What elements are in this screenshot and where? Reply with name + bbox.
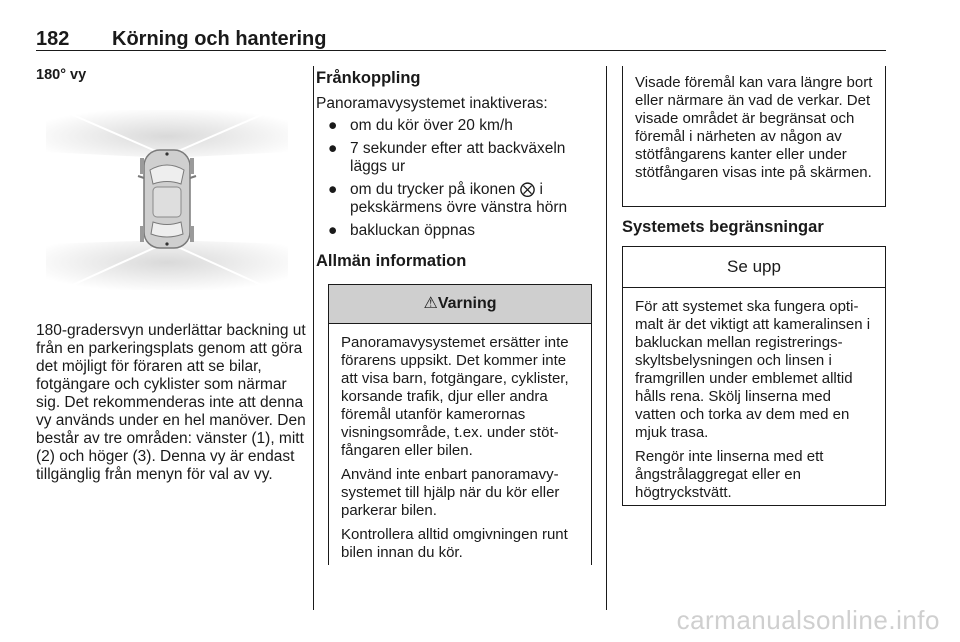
list-item: ● 7 sekunder efter att backväxeln läggs ur [328, 140, 566, 175]
watermark: carmanualsonline.info [676, 605, 940, 635]
caution-paragraph-1: För att systemet ska fungera optimalt är det viktigt att kameralinsen i bakluckan mellan registreringsskyltsbelysningen och linsen i framgrillen under emblemet alltid hålls rena. Skölj linserna med vatten och torka av dem med en mjuk trasa. [635, 298, 871, 441]
bullet-icon: ● [328, 181, 338, 198]
caution-header: Se upp [623, 247, 885, 288]
warning-triangle-icon: ⚠ [423, 295, 438, 312]
list-item: ● bakluckan öppnas [328, 222, 475, 239]
car-top-view-icon [36, 94, 298, 304]
section-heading-limitations: Systemets begränsningar [622, 218, 824, 236]
page-header [36, 28, 886, 52]
column-divider-1 [313, 66, 314, 610]
warning-paragraph-2: Använd inte enbart panoramavysystemet till hjälp när du kör eller parkerar bilen. [341, 466, 560, 519]
bullet-icon: ● [328, 140, 338, 157]
warning-box [328, 284, 592, 565]
bullet-icon: ● [328, 222, 338, 239]
warning-title: Varning [437, 295, 497, 312]
section-heading-general-info: Allmän information [316, 252, 467, 270]
section-heading-180-view: 180° vy [36, 67, 87, 83]
disconnect-list [316, 117, 590, 240]
warning-paragraph-1: Panoramavysystemet ersätter inte förarens uppsikt. Det kommer inte att visa barn, fotgängare, cyklister, korsande trafik, djur eller andra föremål utanför kamerornas visningsområde, t.ex. under stötfångaren eller bilen. [341, 334, 569, 459]
chapter-title: Körning och hantering [112, 28, 327, 50]
note-box [622, 66, 886, 207]
caution-paragraph-2: Rengör inte linserna med ett ångstrålaggregat eller en högtryckstvätt. [635, 448, 824, 501]
page-number: 182 [36, 28, 70, 50]
column-1 [36, 66, 300, 84]
paragraph-disconnect-intro: Panoramavysystemet inaktiveras: [316, 95, 548, 112]
caution-body [623, 288, 885, 516]
note-text: Visade föremål kan vara längre bort eller närmare än vad de verkar. Det visade området är begränsat och föremål i närheten av någon av stötfångarens kanter eller under stötfångaren visas inte på skärmen. [635, 74, 873, 181]
caution-box [622, 246, 886, 506]
bullet-icon: ● [328, 117, 338, 134]
car-camera-illustration [36, 94, 298, 304]
header-rule [36, 50, 886, 51]
list-item: ● om du trycker på ikonen ⨂ i pekskärmens övre vänstra hörn [328, 181, 568, 216]
section-heading-disconnect: Frånkoppling [316, 69, 421, 87]
warning-header [329, 285, 591, 324]
list-item: ● om du kör över 20 km/h [328, 117, 513, 134]
column-3 [622, 218, 886, 236]
paragraph-180-view: 180-gradersvyn underlättar backning ut från en parkeringsplats genom att göra det möjligt för föraren att se bilar, fotgängare och cyklister som närmar sig. Det rekommenderas inte att denna vy används under en hel manöver. Den består av tre områden: vänster (1), mitt (2) och höger (3). Denna vy är endast tillgänglig från menyn för val av vy. [36, 322, 306, 483]
column-1-body [36, 322, 306, 492]
column-divider-2 [606, 66, 607, 610]
warning-paragraph-3: Kontrollera alltid omgivningen runt bilen innan du kör. [341, 526, 568, 561]
column-2 [316, 69, 590, 270]
warning-body [329, 324, 591, 576]
